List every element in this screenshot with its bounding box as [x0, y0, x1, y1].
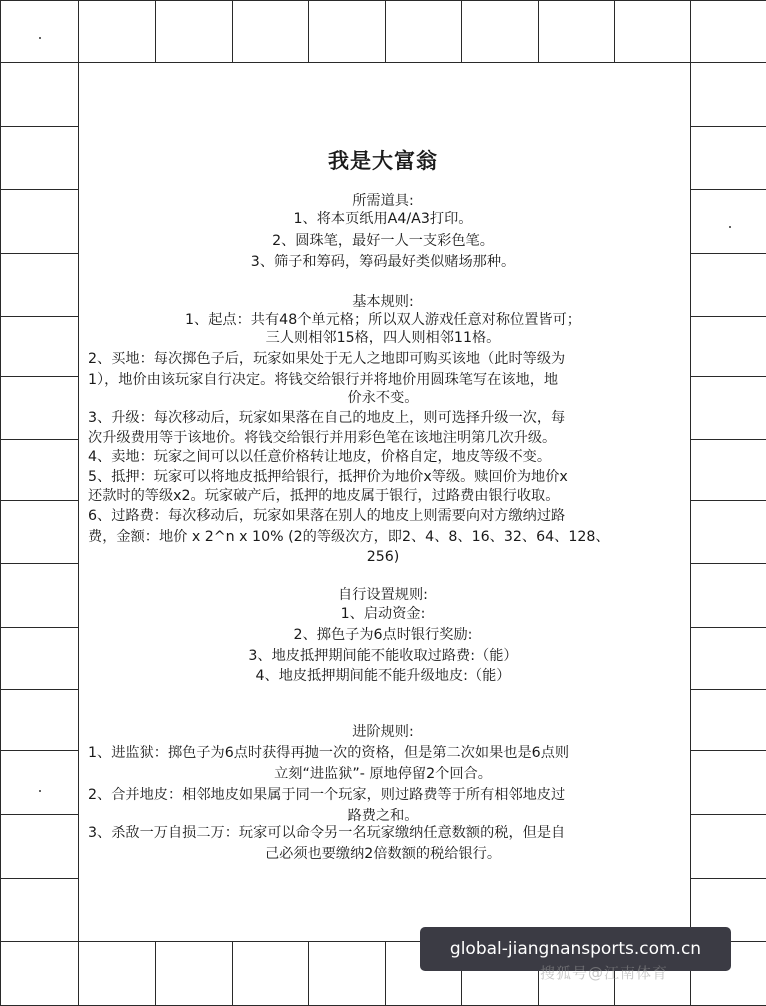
section-heading-basic: 基本规则:: [352, 294, 414, 310]
speck: [39, 37, 41, 39]
speck: [39, 790, 41, 792]
faded-watermark: 搜狐号@江南体育: [540, 964, 669, 982]
board-cell: [0, 689, 79, 751]
basic-line-5: 价永不变。: [347, 390, 419, 406]
advanced-line-3: 2、合并地皮：相邻地皮如果属于同一个玩家，则过路费等于所有相邻地皮过: [88, 787, 566, 803]
board-cell: [232, 0, 309, 63]
basic-line-9: 5、抵押：玩家可以将地皮抵押给银行，抵押价为地价x等级。赎回价为地价x: [88, 469, 568, 485]
board-cell: [690, 126, 766, 190]
custom-line-4: 4、地皮抵押期间能不能升级地皮:（能）: [255, 668, 511, 684]
board-cell: [538, 0, 615, 63]
section-heading-advanced: 进阶规则:: [352, 724, 414, 740]
board-cell: [690, 627, 766, 690]
board-cell: [690, 439, 766, 501]
basic-line-13: 256): [366, 549, 400, 565]
board-cell: [690, 750, 766, 815]
board-cell: [0, 563, 79, 628]
board-cell: [0, 500, 79, 564]
basic-line-11: 6、过路费：每次移动后，玩家如果落在别人的地皮上则需要向对方缴纳过路: [88, 508, 566, 524]
basic-line-4: 1），地价由该玩家自行决定。将钱交给银行并将地价用圆珠笔写在该地，地: [88, 372, 559, 388]
basic-line-6: 3、升级：每次移动后，玩家如果落在自己的地皮上，则可选择升级一次，每: [88, 410, 566, 426]
board-cell: [614, 0, 691, 63]
items-line-1: 1、将本页纸用A4/A3打印。: [293, 211, 473, 227]
board-cell: [0, 376, 79, 440]
rules-sheet: [78, 62, 688, 940]
basic-line-1: 1、起点：共有48个单元格；所以双人游戏任意对称位置皆可；: [185, 312, 581, 328]
advanced-line-2: 立刻“进监狱”- 原地停留2个回合。: [274, 766, 492, 782]
board-cell: [690, 814, 766, 879]
custom-line-2: 2、掷色子为6点时银行奖励:: [293, 627, 473, 643]
section-heading-custom: 自行设置规则:: [338, 587, 428, 603]
basic-line-10: 还款时的等级x2。玩家破产后，抵押的地皮属于银行，过路费由银行收取。: [88, 488, 560, 504]
custom-line-3: 3、地皮抵押期间能不能收取过路费:（能）: [248, 648, 518, 664]
board-cell: [78, 0, 156, 63]
basic-line-3: 2、买地：每次掷色子后，玩家如果处于无人之地即可购买该地（此时等级为: [88, 351, 566, 367]
board-cell: [78, 941, 156, 1006]
board-cell: [690, 0, 766, 63]
board-cell: [0, 941, 79, 1006]
board-cell: [0, 126, 79, 190]
board-cell: [232, 941, 309, 1006]
board-cell: [690, 253, 766, 317]
advanced-line-6: 己必须也要缴纳2倍数额的税给银行。: [264, 846, 502, 862]
board-cell: [0, 814, 79, 879]
board-cell: [690, 316, 766, 377]
board-cell: [690, 689, 766, 751]
basic-line-12: 费，金额：地价 x 2^n x 10% (2的等级次方，即2、4、8、16、32、64、128、: [88, 529, 610, 545]
board-cell: [0, 750, 79, 815]
board-cell: [308, 941, 386, 1006]
watermark-banner: global-jiangnansports.com.cn: [420, 927, 731, 971]
items-line-2: 2、圆珠笔，最好一人一支彩色笔。: [272, 233, 494, 249]
board-cell: [690, 62, 766, 127]
board-cell: [0, 439, 79, 501]
custom-line-1: 1、启动资金:: [340, 606, 426, 622]
speck: [729, 226, 731, 228]
board-cell: [0, 253, 79, 317]
basic-line-7: 次升级费用等于该地价。将钱交给银行并用彩色笔在该地注明第几次升级。: [88, 430, 557, 446]
board-cell: [0, 627, 79, 690]
basic-line-8: 4、卖地：玩家之间可以以任意价格转让地皮，价格自定，地皮等级不变。: [88, 449, 552, 465]
items-line-3: 3、筛子和筹码，筹码最好类似赌场那种。: [250, 254, 516, 270]
board-cell: [155, 941, 233, 1006]
advanced-line-4: 路费之和。: [347, 808, 419, 824]
board-cell: [0, 189, 79, 254]
board-cell: [155, 0, 233, 63]
board-cell: [690, 500, 766, 564]
advanced-line-1: 1、进监狱：掷色子为6点时获得再抛一次的资格，但是第二次如果也是6点则: [88, 745, 570, 761]
board-cell: [0, 316, 79, 377]
board-cell: [308, 0, 386, 63]
section-heading-items: 所需道具:: [352, 193, 414, 209]
advanced-line-5: 3、杀敌一万自损二万：玩家可以命令另一名玩家缴纳任意数额的税，但是自: [88, 825, 566, 841]
board-cell: [0, 878, 79, 942]
page-title: 我是大富翁: [328, 149, 438, 173]
board-cell: [0, 0, 79, 63]
basic-line-2: 三人则相邻15格，四人则相邻11格。: [265, 330, 501, 346]
board-cell: [385, 0, 462, 63]
board-cell: [461, 0, 539, 63]
board-cell: [690, 189, 766, 254]
board-cell: [0, 62, 79, 127]
board-cell: [690, 563, 766, 628]
board-cell: [690, 376, 766, 440]
